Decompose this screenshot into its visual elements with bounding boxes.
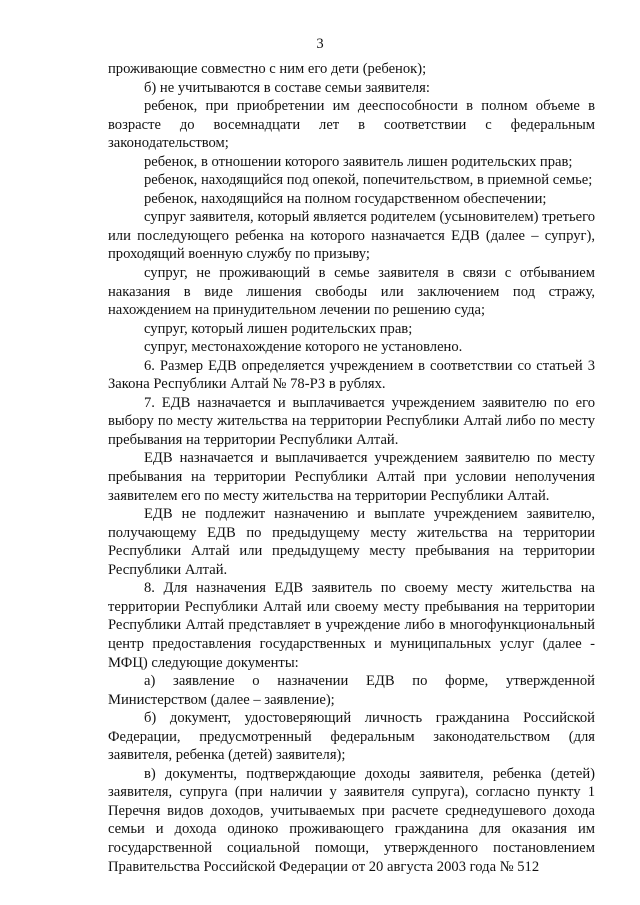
document-body — [108, 60, 595, 876]
paragraph-10: супруг, местонахождение которого не установлено. — [144, 339, 463, 356]
paragraph-9: супруг, который лишен родительских прав; — [144, 320, 413, 337]
page-number: 3 — [316, 36, 324, 52]
paragraph-11: 6. Размер ЕДВ определяется учреждением в соответствии со статьей 3 Закона Республики Алтай № 78-РЗ в рублях. — [108, 357, 595, 393]
paragraph-3: ребенок, при приобретении им дееспособности в полном объеме в возрасте до восемнадцати лет в соответствии с федеральным законодательством; — [108, 98, 595, 152]
paragraph-7: супруг заявителя, который является родителем (усыновителем) третьего или последующего ребенка на которого назначается ЕДВ (далее – супруг), проходящий военную службу по призыву; — [108, 209, 595, 263]
paragraph-18: в) документы, подтверждающие доходы заявителя, ребенка (детей) заявителя, супруга (при наличии у заявителя супруга), согласно пункту 1 Перечня видов доходов, учитываемых при расчете среднедушевого дохода семьи и дохода одиноко проживающего гражданина для оказания им государственной социальной помощи, утвержденного постановлением Правительства Российской Федерации от 20 августа 2003 года № 512 — [108, 765, 595, 875]
paragraph-16: а) заявление о назначении ЕДВ по форме, утвержденной Министерством (далее – заявление); — [108, 673, 595, 708]
paragraph-8: супруг, не проживающий в семье заявителя в связи с отбыванием наказания в виде лишения свободы или заключением под стражу, нахождением на принудительном лечении по решению суда; — [108, 265, 595, 319]
paragraph-2: б) не учитываются в составе семьи заявителя: — [144, 79, 430, 96]
paragraph-15: 8. Для назначения ЕДВ заявитель по своему месту жительства на территории Республики Алтай или своему месту пребывания на территории Республики Алтай представляет в учреждение либо в многофункциональный центр предоставления государственных и муниципальных услуг (далее - МФЦ) следующие документы: — [108, 580, 595, 671]
paragraph-13: ЕДВ назначается и выплачивается учреждением заявителю по месту пребывания на территории Республики Алтай при условии неполучения заявителем его по месту жительства на территории Республики Алтай. — [108, 450, 595, 504]
paragraph-17: б) документ, удостоверяющий личность гражданина Российской Федерации, предусмотренный федеральным законодательством (для заявителя, ребенка (детей) заявителя); — [108, 710, 595, 764]
paragraph-5: ребенок, находящийся под опекой, попечительством, в приемной семье; — [144, 172, 593, 189]
paragraph-12: 7. ЕДВ назначается и выплачивается учреждением заявителю по его выбору по месту жительства на территории Республики Алтай либо по месту пребывания на территории Республики Алтай. — [108, 394, 595, 448]
paragraph-4: ребенок, в отношении которого заявитель лишен родительских прав; — [144, 153, 573, 170]
paragraph-1: проживающие совместно с ним его дети (ребенок); — [108, 61, 427, 77]
paragraph-14: ЕДВ не подлежит назначению и выплате учреждением заявителю, получающему ЕДВ по предыдущему месту жительства на территории Республики Алтай или предыдущему месту пребывания на территории Республики Алтай. — [108, 506, 595, 578]
paragraph-6: ребенок, находящийся на полном государственном обеспечении; — [144, 190, 547, 207]
